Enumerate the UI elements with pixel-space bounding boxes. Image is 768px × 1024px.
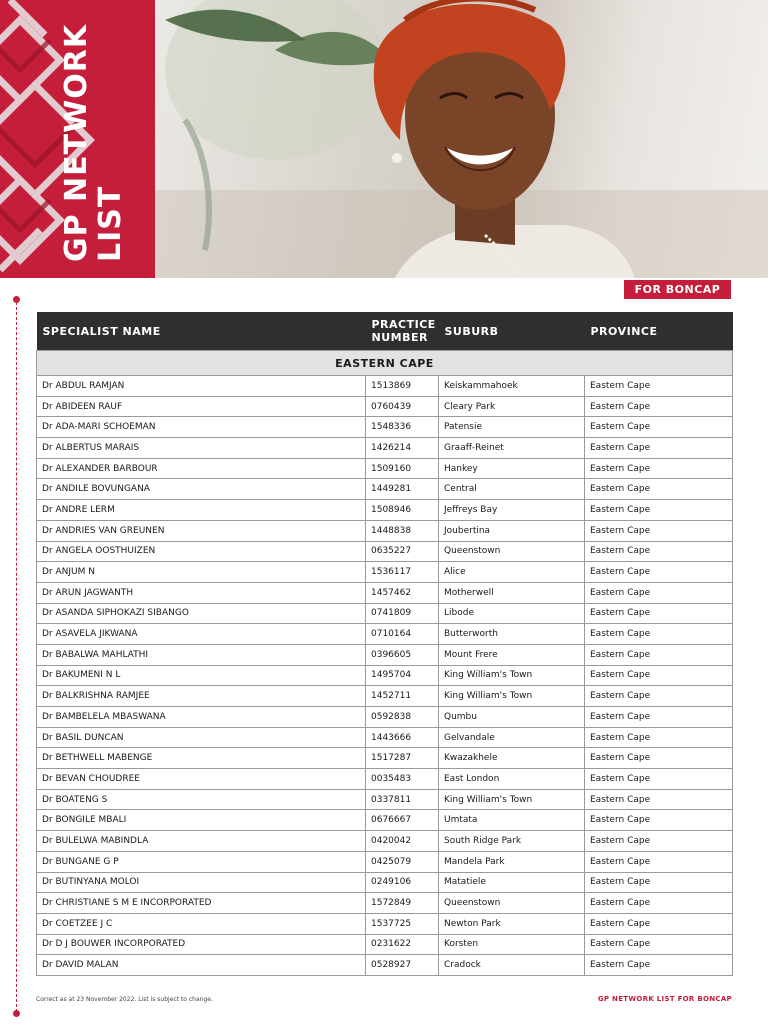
table-row <box>37 500 733 521</box>
cell-specialist-name: Dr BETHWELL MABENGE <box>37 748 366 769</box>
cell-suburb: Libode <box>439 603 585 624</box>
cell-province: Eastern Cape <box>585 789 733 810</box>
cell-province: Eastern Cape <box>585 582 733 603</box>
cell-suburb: King William's Town <box>439 686 585 707</box>
rule-dot-bottom <box>13 1010 20 1017</box>
cell-suburb: Kwazakhele <box>439 748 585 769</box>
section-label: EASTERN CAPE <box>37 351 733 376</box>
cell-practice-number: 1572849 <box>366 893 439 914</box>
cell-practice-number: 1443666 <box>366 727 439 748</box>
cell-practice-number: 1452711 <box>366 686 439 707</box>
cell-specialist-name: Dr BAKUMENI N L <box>37 665 366 686</box>
cell-practice-number: 1548336 <box>366 417 439 438</box>
cell-province: Eastern Cape <box>585 727 733 748</box>
cell-practice-number: 1536117 <box>366 562 439 583</box>
table-row <box>37 562 733 583</box>
cell-practice-number: 0710164 <box>366 624 439 645</box>
cell-suburb: Umtata <box>439 810 585 831</box>
cell-suburb: Motherwell <box>439 582 585 603</box>
cell-province: Eastern Cape <box>585 934 733 955</box>
cell-practice-number: 0231622 <box>366 934 439 955</box>
gp-network-table <box>36 312 732 976</box>
table-row <box>37 665 733 686</box>
cell-specialist-name: Dr BUNGANE G P <box>37 851 366 872</box>
cell-suburb: Queenstown <box>439 893 585 914</box>
cell-specialist-name: Dr ASANDA SIPHOKAZI SIBANGO <box>37 603 366 624</box>
cell-practice-number: 0249106 <box>366 872 439 893</box>
cell-practice-number: 0676667 <box>366 810 439 831</box>
cell-specialist-name: Dr BASIL DUNCAN <box>37 727 366 748</box>
cell-practice-number: 0420042 <box>366 831 439 852</box>
table-row <box>37 479 733 500</box>
cell-suburb: Butterworth <box>439 624 585 645</box>
cell-province: Eastern Cape <box>585 872 733 893</box>
table-row <box>37 913 733 934</box>
table-row <box>37 831 733 852</box>
cell-specialist-name: Dr ALBERTUS MARAIS <box>37 438 366 459</box>
cell-suburb: Queenstown <box>439 541 585 562</box>
cell-province: Eastern Cape <box>585 665 733 686</box>
table-row <box>37 396 733 417</box>
cell-suburb: Mandela Park <box>439 851 585 872</box>
cell-specialist-name: Dr COETZEE J C <box>37 913 366 934</box>
cell-province: Eastern Cape <box>585 851 733 872</box>
table-row <box>37 727 733 748</box>
title-line-2: LIST <box>93 185 128 262</box>
dashed-rule <box>16 302 17 1012</box>
cell-suburb: East London <box>439 769 585 790</box>
cell-specialist-name: Dr BEVAN CHOUDREE <box>37 769 366 790</box>
cell-practice-number: 0741809 <box>366 603 439 624</box>
cell-province: Eastern Cape <box>585 831 733 852</box>
table-row <box>37 893 733 914</box>
cell-specialist-name: Dr D J BOUWER INCORPORATED <box>37 934 366 955</box>
cell-province: Eastern Cape <box>585 520 733 541</box>
cell-province: Eastern Cape <box>585 748 733 769</box>
cell-practice-number: 0635227 <box>366 541 439 562</box>
table-header-row <box>37 312 733 351</box>
cell-province: Eastern Cape <box>585 417 733 438</box>
cell-specialist-name: Dr DAVID MALAN <box>37 955 366 976</box>
cell-province: Eastern Cape <box>585 624 733 645</box>
cell-specialist-name: Dr BOATENG S <box>37 789 366 810</box>
hero-photo <box>155 0 768 278</box>
cell-suburb: King William's Town <box>439 789 585 810</box>
page-title <box>60 24 128 262</box>
cell-province: Eastern Cape <box>585 644 733 665</box>
table-row <box>37 789 733 810</box>
table-row <box>37 769 733 790</box>
table-row <box>37 458 733 479</box>
cell-suburb: Alice <box>439 562 585 583</box>
cell-practice-number: 0528927 <box>366 955 439 976</box>
cell-practice-number: 0760439 <box>366 396 439 417</box>
cell-practice-number: 1426214 <box>366 438 439 459</box>
cell-province: Eastern Cape <box>585 479 733 500</box>
cell-suburb: Patensie <box>439 417 585 438</box>
cell-suburb: Central <box>439 479 585 500</box>
cell-suburb: Hankey <box>439 458 585 479</box>
cell-specialist-name: Dr BONGILE MBALI <box>37 810 366 831</box>
cell-specialist-name: Dr ABDUL RAMJAN <box>37 376 366 397</box>
table-row <box>37 541 733 562</box>
cell-suburb: King William's Town <box>439 665 585 686</box>
table-row <box>37 810 733 831</box>
cell-suburb: Jeffreys Bay <box>439 500 585 521</box>
cell-practice-number: 1508946 <box>366 500 439 521</box>
cell-specialist-name: Dr ANDRIES VAN GREUNEN <box>37 520 366 541</box>
table-row <box>37 438 733 459</box>
table-row <box>37 707 733 728</box>
cell-suburb: Qumbu <box>439 707 585 728</box>
cell-suburb: Cradock <box>439 955 585 976</box>
cell-practice-number: 0035483 <box>366 769 439 790</box>
hero-photo-illustration <box>155 0 768 278</box>
cell-specialist-name: Dr BULELWA MABINDLA <box>37 831 366 852</box>
cell-practice-number: 1513869 <box>366 376 439 397</box>
cell-suburb: South Ridge Park <box>439 831 585 852</box>
cell-specialist-name: Dr BABALWA MAHLATHI <box>37 644 366 665</box>
cell-specialist-name: Dr ASAVELA JIKWANA <box>37 624 366 645</box>
cell-specialist-name: Dr ANDILE BOVUNGANA <box>37 479 366 500</box>
cell-specialist-name: Dr ADA-MARI SCHOEMAN <box>37 417 366 438</box>
section-row <box>37 351 733 376</box>
scheme-tag: FOR BONCAP <box>624 280 731 299</box>
cell-practice-number: 1517287 <box>366 748 439 769</box>
cell-suburb: Keiskammahoek <box>439 376 585 397</box>
column-header-province: PROVINCE <box>585 312 733 351</box>
table-row <box>37 624 733 645</box>
cell-specialist-name: Dr ANJUM N <box>37 562 366 583</box>
cell-province: Eastern Cape <box>585 769 733 790</box>
cell-practice-number: 1457462 <box>366 582 439 603</box>
cell-practice-number: 1495704 <box>366 665 439 686</box>
cell-suburb: Korsten <box>439 934 585 955</box>
cell-province: Eastern Cape <box>585 500 733 521</box>
cell-specialist-name: Dr CHRISTIANE S M E INCORPORATED <box>37 893 366 914</box>
cell-suburb: Mount Frere <box>439 644 585 665</box>
cell-province: Eastern Cape <box>585 396 733 417</box>
cell-suburb: Gelvandale <box>439 727 585 748</box>
cell-practice-number: 1537725 <box>366 913 439 934</box>
cell-specialist-name: Dr BUTINYANA MOLOI <box>37 872 366 893</box>
cell-province: Eastern Cape <box>585 562 733 583</box>
cell-province: Eastern Cape <box>585 458 733 479</box>
cell-specialist-name: Dr BALKRISHNA RAMJEE <box>37 686 366 707</box>
table-row <box>37 417 733 438</box>
table-row <box>37 934 733 955</box>
cell-practice-number: 1448838 <box>366 520 439 541</box>
table-row <box>37 376 733 397</box>
table-row <box>37 851 733 872</box>
table-row <box>37 955 733 976</box>
cell-practice-number: 0396605 <box>366 644 439 665</box>
cell-suburb: Matatiele <box>439 872 585 893</box>
cell-practice-number: 1449281 <box>366 479 439 500</box>
cell-province: Eastern Cape <box>585 438 733 459</box>
table-row <box>37 603 733 624</box>
table-row <box>37 872 733 893</box>
cell-practice-number: 0337811 <box>366 789 439 810</box>
cell-practice-number: 0425079 <box>366 851 439 872</box>
brand-panel <box>0 0 155 278</box>
cell-suburb: Joubertina <box>439 520 585 541</box>
cell-specialist-name: Dr ARUN JAGWANTH <box>37 582 366 603</box>
cell-province: Eastern Cape <box>585 955 733 976</box>
table-row <box>37 644 733 665</box>
cell-province: Eastern Cape <box>585 913 733 934</box>
footer-title: GP NETWORK LIST FOR BONCAP <box>597 995 732 1003</box>
cell-province: Eastern Cape <box>585 603 733 624</box>
title-line-1: GP NETWORK <box>59 23 94 262</box>
cell-province: Eastern Cape <box>585 893 733 914</box>
footer-note: Correct as at 23 November 2022. List is subject to change. <box>36 996 213 1003</box>
cell-suburb: Cleary Park <box>439 396 585 417</box>
table-row <box>37 520 733 541</box>
cell-specialist-name: Dr ANGELA OOSTHUIZEN <box>37 541 366 562</box>
header-banner <box>0 0 768 278</box>
column-header-name: SPECIALIST NAME <box>37 312 366 351</box>
cell-suburb: Graaff-Reinet <box>439 438 585 459</box>
column-header-practice-number: PRACTICE NUMBER <box>366 312 439 351</box>
cell-suburb: Newton Park <box>439 913 585 934</box>
cell-province: Eastern Cape <box>585 686 733 707</box>
cell-practice-number: 0592838 <box>366 707 439 728</box>
cell-practice-number: 1509160 <box>366 458 439 479</box>
cell-specialist-name: Dr ALEXANDER BARBOUR <box>37 458 366 479</box>
cell-specialist-name: Dr BAMBELELA MBASWANA <box>37 707 366 728</box>
column-header-suburb: SUBURB <box>439 312 585 351</box>
table-row <box>37 582 733 603</box>
cell-specialist-name: Dr ANDRE LERM <box>37 500 366 521</box>
cell-specialist-name: Dr ABIDEEN RAUF <box>37 396 366 417</box>
table-row <box>37 748 733 769</box>
cell-province: Eastern Cape <box>585 541 733 562</box>
cell-province: Eastern Cape <box>585 810 733 831</box>
table-row <box>37 686 733 707</box>
cell-province: Eastern Cape <box>585 707 733 728</box>
cell-province: Eastern Cape <box>585 376 733 397</box>
